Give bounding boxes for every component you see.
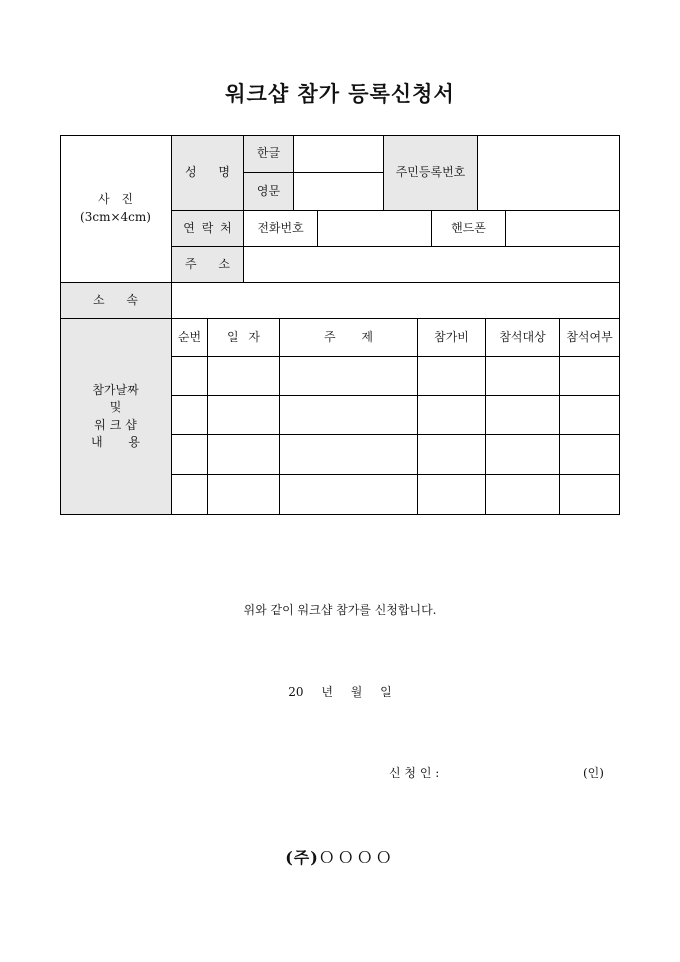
header-topic: 주 제 — [280, 319, 418, 357]
date-prefix: 20 — [288, 685, 304, 699]
schedule-cell-target[interactable] — [486, 396, 560, 435]
schedule-section-label — [60, 319, 172, 515]
phone-label: 전화번호 — [244, 211, 318, 247]
mobile-label: 핸드폰 — [432, 211, 506, 247]
phone-input[interactable] — [318, 211, 432, 247]
header-date: 일 자 — [208, 319, 280, 357]
schedule-cell-no[interactable] — [172, 396, 208, 435]
schedule-label-line: 및 — [109, 400, 122, 415]
affiliation-label: 소 속 — [60, 283, 172, 319]
schedule-cell-attendance[interactable] — [560, 435, 620, 475]
schedule-cell-date[interactable] — [208, 357, 280, 396]
schedule-cell-date[interactable] — [208, 396, 280, 435]
schedule-cell-date[interactable] — [208, 475, 280, 515]
schedule-cell-target[interactable] — [486, 357, 560, 396]
name-korean-label: 한글 — [244, 135, 294, 173]
company-placeholder: ＯＯＯＯ — [318, 848, 395, 867]
schedule-cell-target[interactable] — [486, 435, 560, 475]
applicant-label: 신 청 인 : — [389, 766, 440, 780]
resident-id-input[interactable] — [478, 135, 620, 211]
address-label: 주 소 — [172, 247, 244, 283]
date-line — [0, 683, 680, 700]
header-target: 참석대상 — [486, 319, 560, 357]
header-attendance: 참석여부 — [560, 319, 620, 357]
schedule-cell-no[interactable] — [172, 357, 208, 396]
photo-size: (3cm×4cm) — [80, 209, 151, 224]
schedule-cell-attendance[interactable] — [560, 357, 620, 396]
schedule-cell-topic[interactable] — [280, 435, 418, 475]
schedule-cell-target[interactable] — [486, 475, 560, 515]
company-prefix: (주) — [285, 848, 319, 867]
schedule-label-line: 참가날짜 — [92, 382, 139, 397]
photo-area[interactable] — [60, 135, 172, 283]
schedule-cell-topic[interactable] — [280, 396, 418, 435]
contact-label: 연 락 처 — [172, 211, 244, 247]
date-year-label: 년 — [321, 685, 333, 699]
schedule-cell-fee[interactable] — [418, 475, 486, 515]
registration-form-table — [60, 135, 620, 515]
mobile-input[interactable] — [506, 211, 620, 247]
schedule-cell-topic[interactable] — [280, 357, 418, 396]
name-korean-input[interactable] — [294, 135, 384, 173]
schedule-cell-fee[interactable] — [418, 435, 486, 475]
name-english-label: 영문 — [244, 173, 294, 211]
schedule-cell-date[interactable] — [208, 435, 280, 475]
header-no: 순번 — [172, 319, 208, 357]
schedule-cell-fee[interactable] — [418, 357, 486, 396]
schedule-cell-topic[interactable] — [280, 475, 418, 515]
schedule-cell-no[interactable] — [172, 435, 208, 475]
form-title: 워크샵 참가 등록신청서 — [225, 81, 455, 106]
schedule-label-line: 워 크 샵 — [94, 417, 137, 432]
seal-label: (인) — [583, 766, 604, 780]
name-label: 성 명 — [172, 135, 244, 211]
photo-label: 사 진 — [98, 192, 133, 207]
address-input[interactable] — [244, 247, 620, 283]
schedule-cell-attendance[interactable] — [560, 475, 620, 515]
affiliation-input[interactable] — [172, 283, 620, 319]
header-fee: 참가비 — [418, 319, 486, 357]
schedule-cell-attendance[interactable] — [560, 396, 620, 435]
name-english-input[interactable] — [294, 173, 384, 211]
schedule-label-line: 내 용 — [91, 434, 140, 449]
resident-id-label: 주민등록번호 — [384, 135, 478, 211]
declaration-text: 위와 같이 워크샵 참가를 신청합니다. — [243, 603, 437, 617]
company-name — [0, 845, 680, 868]
schedule-cell-no[interactable] — [172, 475, 208, 515]
date-month-label: 월 — [350, 685, 363, 699]
schedule-cell-fee[interactable] — [418, 396, 486, 435]
date-day-label: 일 — [380, 685, 392, 699]
